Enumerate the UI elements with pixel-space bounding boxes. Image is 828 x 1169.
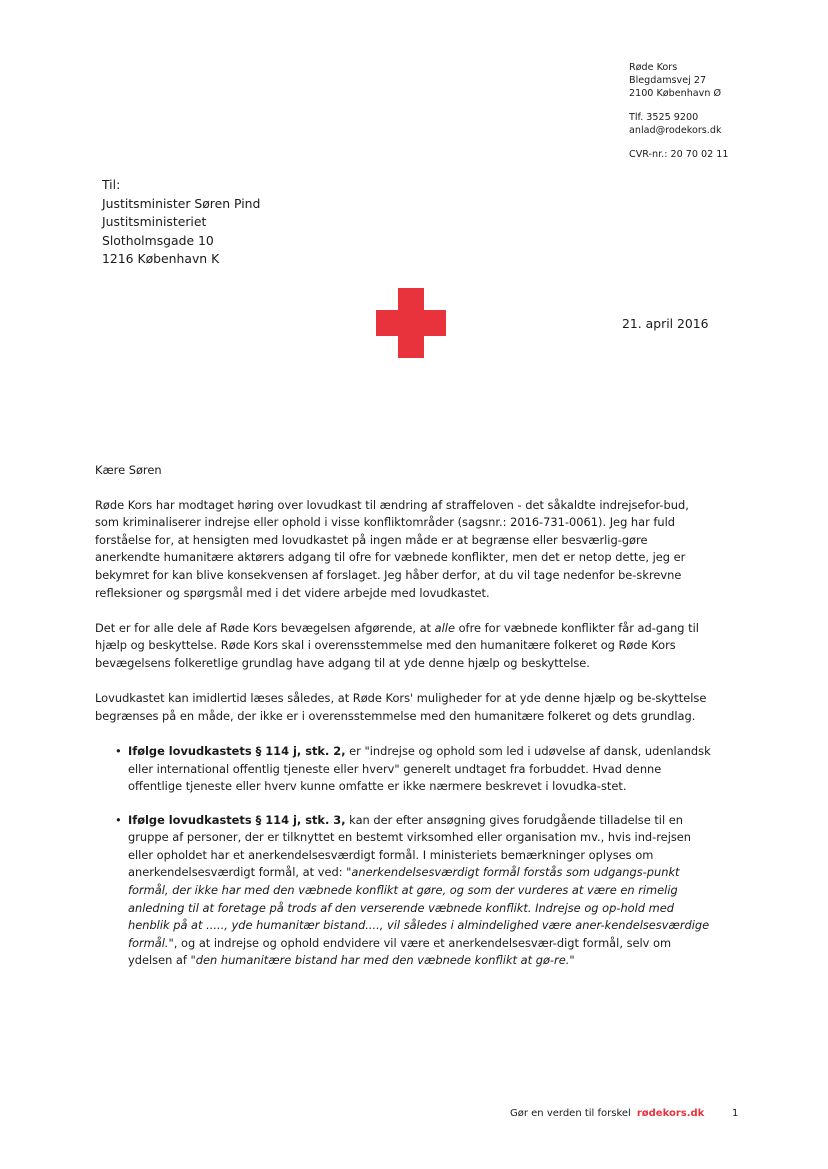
sender-phone: Tlf. 3525 9200 bbox=[629, 112, 699, 123]
recipient-name: Justitsminister Søren Pind bbox=[102, 195, 261, 211]
red-cross-logo bbox=[376, 288, 446, 358]
bullet-icon: • bbox=[115, 743, 122, 758]
sender-street: Blegdamsvej 27 bbox=[629, 75, 707, 86]
bullet-icon: • bbox=[115, 812, 122, 827]
bullet-list bbox=[95, 743, 713, 970]
recipient-address bbox=[102, 176, 260, 269]
recipient-street: Slotholmsgade 10 bbox=[102, 232, 214, 248]
paragraph-1: Røde Kors har modtaget høring over lovudkast til ændring af straffeloven - det såkaldte indrejsefor-bud, som kriminaliserer indrejse eller ophold i visse konfliktområder (sagsnr.: 2016-731-0061). Jeg har fuld forståelse for, at hensigten med lovudkastet på ingen måde er at begrænse eller besværlig-gøre anerkendte humanitære aktørers adgang til ofre for væbnede konflikter, men det er netop dette, jeg er bekymret for kan blive konsekvensen af forslaget. Jeg håber derfor, at du vil tage nedenfor be-skrevne refleksioner og spørgsmål med i det videre arbejde med lovudkastet. bbox=[95, 497, 689, 600]
letter-body bbox=[95, 462, 713, 986]
sender-cvr: CVR-nr.: 20 70 02 11 bbox=[629, 149, 729, 160]
footer-brand: rødekors.dk bbox=[636, 1108, 705, 1119]
recipient-dept: Justitsministeriet bbox=[102, 214, 207, 229]
sender-email: anlad@rodekors.dk bbox=[629, 125, 722, 136]
list-item: • Ifølge lovudkastets § 114 j, stk. 3, kan der efter ansøgning gives forudgående tilladelse til en gruppe af personer, der er tilknyttet en bestemt virksomhed eller organisation mv., hvis ind-rejsen eller opholdet har et anerkendelsesværdigt formål. I ministeriets bemærkninger oplyses om anerkendelsesværdigt formål, at ved: "anerkendelsesværdigt formål forstås som udgangs-punkt formål, der ikke har med den væbnede konflikt at gøre, og som der vurderes at være en rimelig anledning til at foretage på trods af den verserende væbnede konflikt. Indrejse og op-hold med henblik på at ....., yde humanitær bistand...., vil således i almindelighed være aner-kendelsesværdige formål.", og at indrejse og ophold endvidere vil være et anerkendelsesvær-digt formål, selv om ydelsen af "den humanitære bistand har med den væbnede konflikt at gø-re." bbox=[115, 812, 710, 968]
salutation: Kære Søren bbox=[95, 463, 162, 477]
recipient-city: 1216 København K bbox=[102, 251, 220, 266]
footer-slogan bbox=[510, 1108, 704, 1119]
paragraph-2: Det er for alle dele af Røde Kors bevægelsen afgørende, at alle ofre for væbnede konflikter får ad-gang til hjælp og beskyttelse. Røde Kors skal i overensstemmelse med den humanitære folkeret og Røde Kors bevægelsens folkeretlige grundlag have adgang til at yde denne hjælp og beskyttelse. bbox=[95, 620, 699, 670]
sender-address bbox=[629, 61, 728, 161]
letter-date: 21. april 2016 bbox=[622, 316, 709, 331]
sender-city: 2100 København Ø bbox=[629, 88, 722, 99]
recipient-to: Til: bbox=[102, 177, 121, 192]
page-number: 1 bbox=[732, 1108, 739, 1119]
sender-name: Røde Kors bbox=[629, 62, 678, 73]
paragraph-3: Lovudkastet kan imidlertid læses således, at Røde Kors' muligheder for at yde denne hjælp og be-skyttelse begrænses på en måde, der ikke er i overensstemmelse med den humanitære folkeret og dets grundlag. bbox=[95, 691, 707, 723]
list-item: • Ifølge lovudkastets § 114 j, stk. 2, er "indrejse og ophold som led i udøvelse af dansk, udenlandsk eller international offentlig tjeneste eller hverv" generelt undtaget fra forbuddet. Hvad denne offentlige tjeneste eller hverv kunne omfatte er ikke nærmere beskrevet i lovudka-stet. bbox=[115, 743, 711, 794]
slogan-text: Gør en verden til forskel bbox=[510, 1108, 631, 1119]
